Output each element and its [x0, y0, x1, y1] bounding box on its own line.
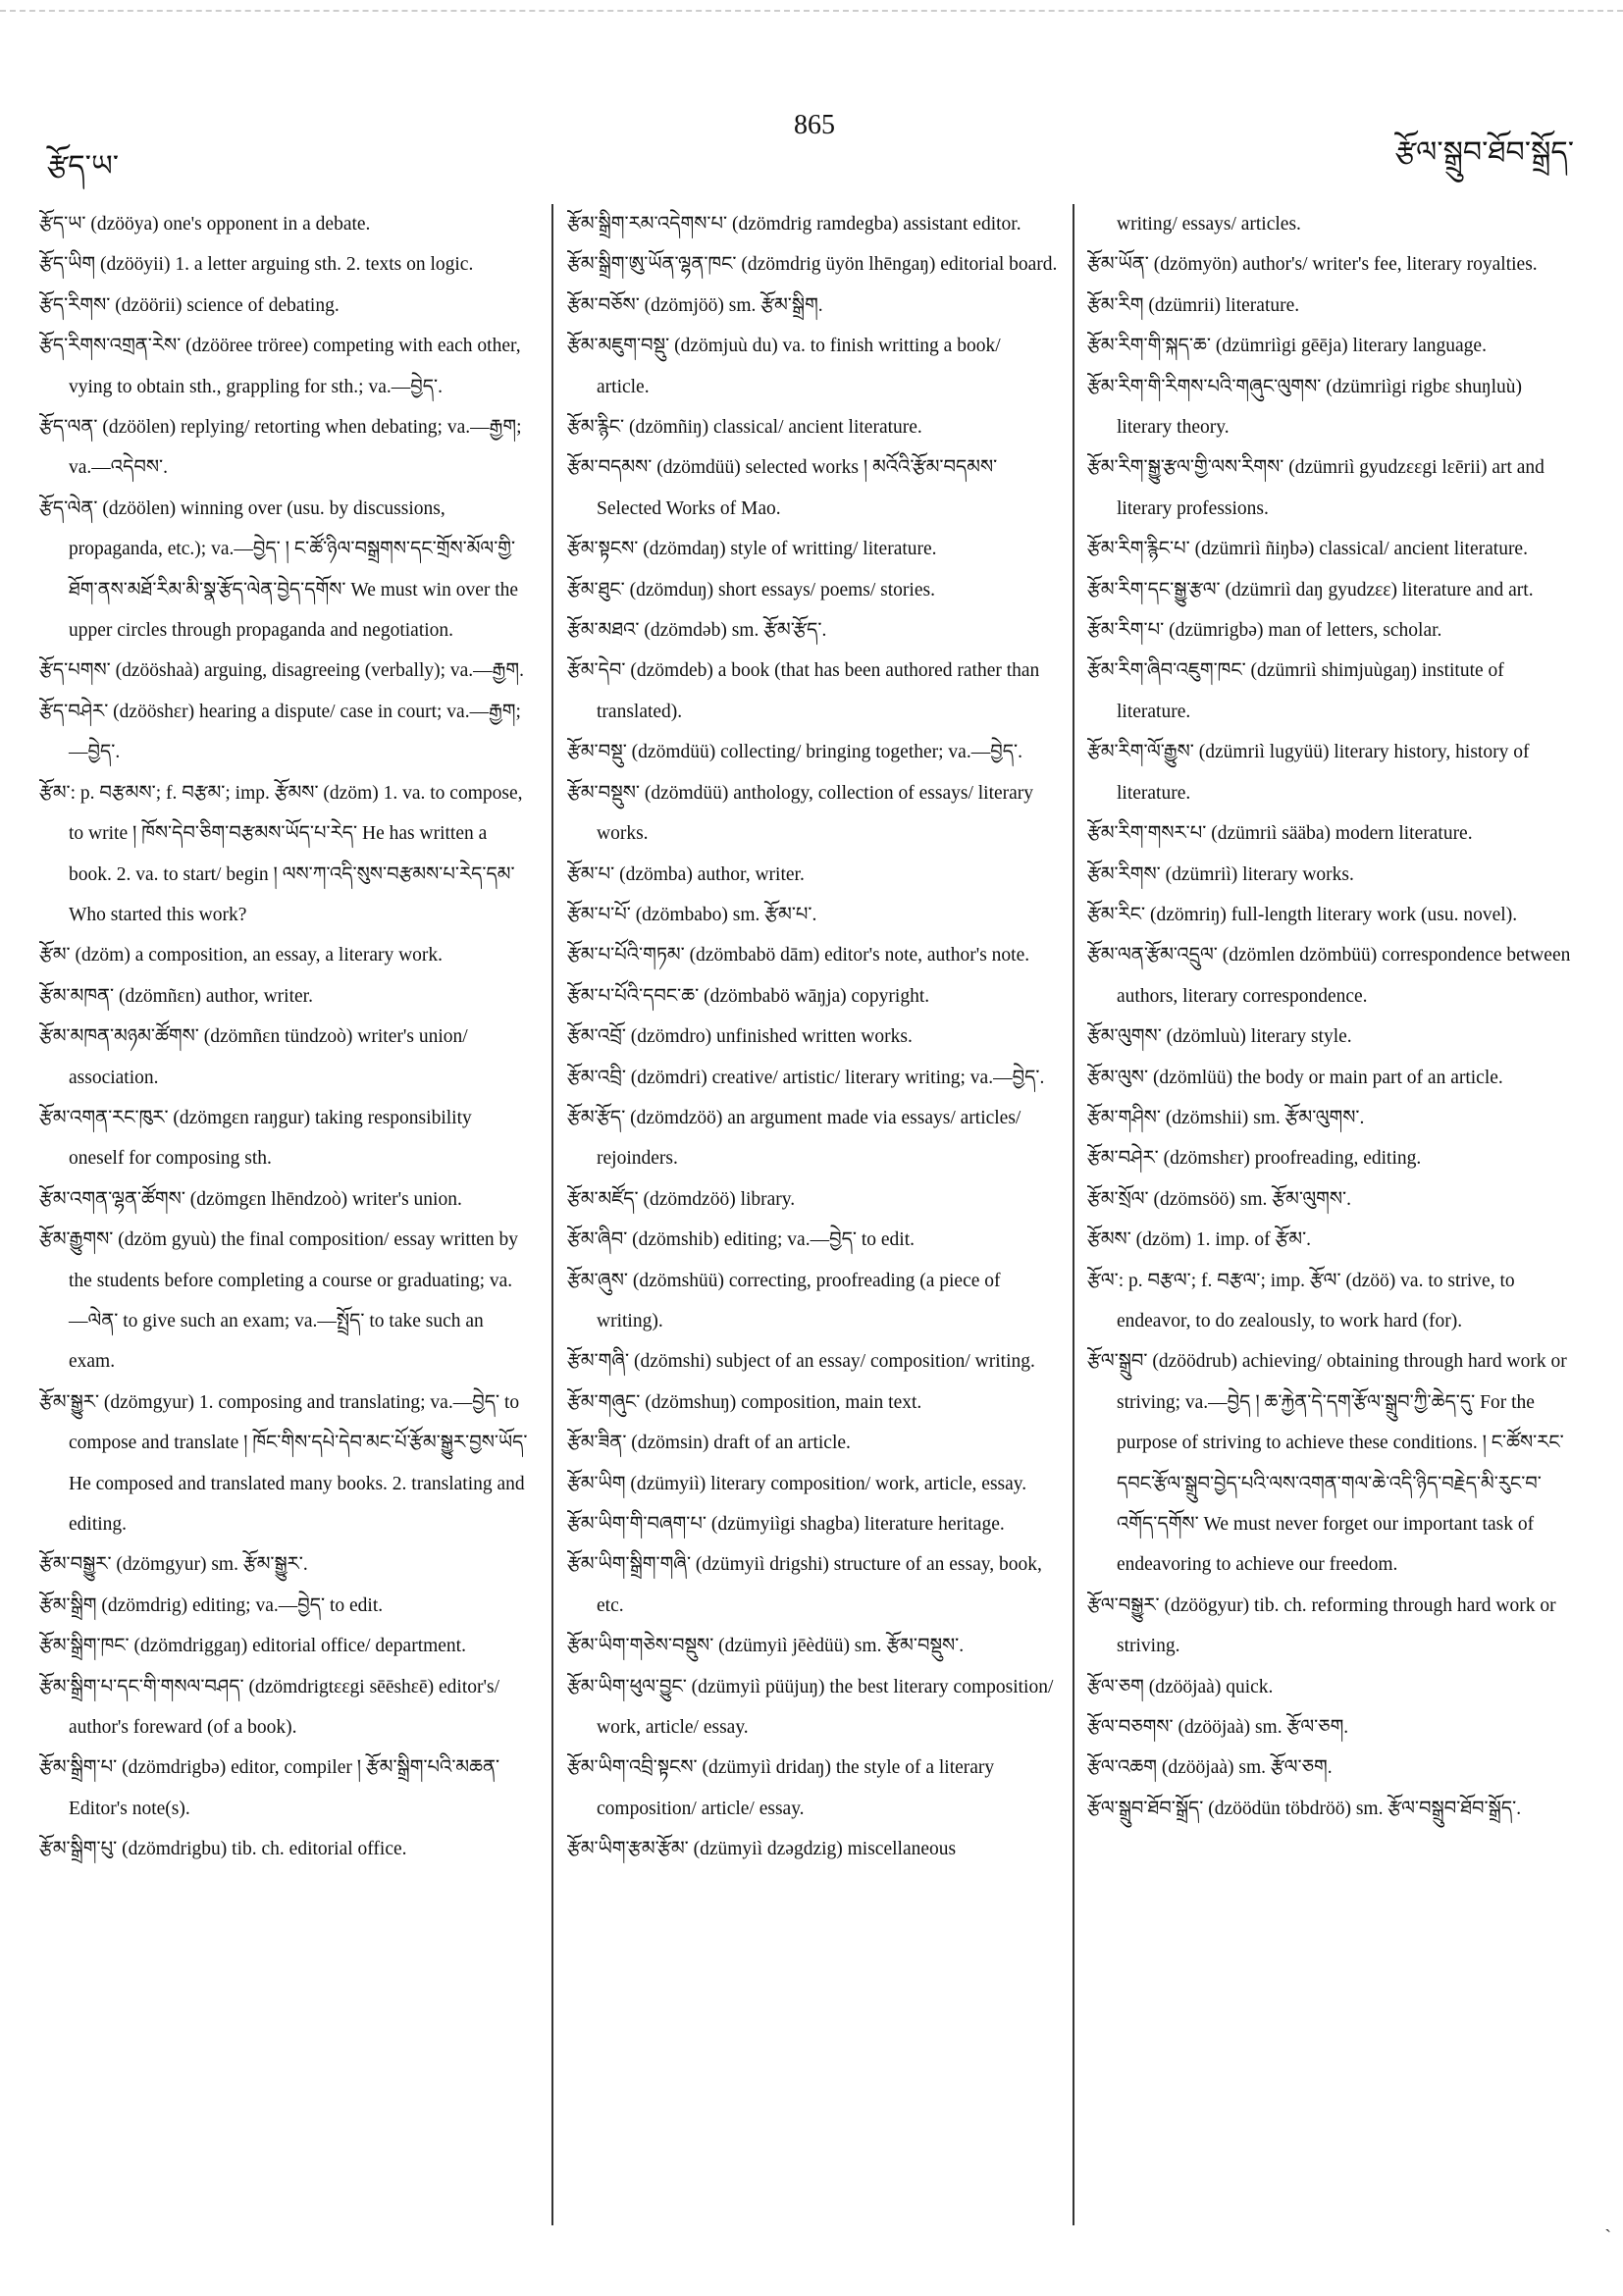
- dictionary-entry: རྩོམ་རིག་ཞིབ་འཇུག་ཁང་ (dzümriì shimjuùgaŋ) institute of literature.: [1087, 660, 1504, 722]
- dictionary-entry: རྩོམ་སྲོལ་ (dzömsöö) sm. རྩོམ་ལུགས་.: [1087, 1188, 1351, 1210]
- dictionary-entry: རྩོམ་རིག་གི་སྐད་ཆ་ (dzümriìgi gēēja) literary language.: [1087, 336, 1487, 357]
- dictionary-entry: རྩོམ་རིག་གསར་པ་ (dzümriì sääba) modern literature.: [1087, 823, 1473, 845]
- dictionary-entry: རྩོམ་མཇུག་བསྡུ་ (dzömjuù du) va. to finish writting a book/ article.: [567, 336, 1001, 397]
- right-running-headword: རྩོལ་སྒྲུབ་ཐོབ་སྒྲོད་: [1394, 135, 1574, 170]
- dictionary-entry: རྩོམ་མཛོད་ (dzömdzöö) library.: [567, 1188, 796, 1210]
- dictionary-entry: རྩོམ་བསྡུ་ (dzömdüü) collecting/ bringing together; va.—བྱེད་.: [567, 742, 1022, 763]
- dictionary-entry: རྩོམ་སྒྱུར་ (dzömgyur) 1. composing and translating; va.—བྱེད་ to compose and translate ། ཁོང་གིས་དཔེ་དེབ་མང་པོ་རྩོམ་སྒྱུར་བྱས་ཡོད་ He composed and translated many books. 2. translating and editing.: [39, 1391, 528, 1535]
- dictionary-entry: རྩོམ་འགན་རང་ཁུར་ (dzömgεn raŋgur) taking responsibility oneself for composing sth.: [39, 1107, 472, 1170]
- column-3: [1087, 204, 1578, 2225]
- dictionary-entry: རྩོམ་དེབ་ (dzömdeb) a book (that has been authored rather than translated).: [567, 660, 1040, 722]
- dictionary-entry: རྩོམ་པ་ (dzömba) author, writer.: [567, 863, 805, 885]
- dictionary-entry: རྩོམ་ཡིག་ཕུལ་བྱུང་ (dzümyiì püüjuŋ) the best literary composition/ work, article/ essay.: [567, 1676, 1054, 1739]
- dictionary-entry: རྩོམ་བཅོས་ (dzömjöö) sm. རྩོམ་སྒྲིག.: [567, 294, 823, 316]
- dictionary-entry: writing/ essays/ articles.: [1117, 214, 1301, 235]
- dictionary-entry: རྩོམ་ཡིག་རྩམ་རྩོམ་ (dzümyiì dzəgdzig) miscellaneous: [567, 1839, 957, 1860]
- dictionary-entry: རྩོམ་སྒྲིག་པུ་ (dzömdrigbu) tib. ch. editorial office.: [39, 1839, 407, 1860]
- dictionary-entry: རྩོམ་མཁན་ (dzömñεn) author, writer.: [39, 985, 313, 1007]
- dictionary-entry: རྩོལ་བསྒྱུར་ (dzöögyur) tib. ch. reforming through hard work or striving.: [1087, 1594, 1556, 1657]
- page-number: 865: [794, 110, 835, 140]
- dictionary-entry: རྩོམ་ཐུང་ (dzömduŋ) short essays/ poems/ stories.: [567, 579, 935, 600]
- dictionary-entry: རྩོམ་སྒྲིག (dzömdrig) editing; va.—བྱེད་ to edit.: [39, 1594, 384, 1616]
- dictionary-entry: རྩོམ་ཡིག་སྒྲིག་གཞི་ (dzümyiì drigshi) structure of an essay, book, etc.: [567, 1554, 1042, 1616]
- dictionary-entry: རྩོམ་འབྲོ་ (dzömdro) unfinished written works.: [567, 1026, 913, 1048]
- dictionary-entry: རྩོད་ལེན་ (dzöölen) winning over (usu. by discussions, propaganda, etc.); va.—བྱེད་ ། ང་ཚོ་ཉིལ་བསྒྲགས་དང་གྲོས་མོལ་གྱི་ཐོག་ནས་མཐོ་རིམ་མི་སྣ་རྩོད་ལེན་བྱེད་དགོས་ We must win over the upper circles through propaganda and negotiation.: [39, 497, 519, 642]
- dictionary-entry: རྩོད་པགས་ (dzööshaà) arguing, disagreeing (verbally); va.—རྒྱག.: [39, 660, 525, 682]
- dictionary-entry: རྩོམ་གཞུང་ (dzömshuŋ) composition, main text.: [567, 1391, 922, 1413]
- dictionary-entry: རྩོམ་སྒྲིག་ཁང་ (dzömdriggaŋ) editorial office/ department.: [39, 1636, 466, 1657]
- dictionary-entry: རྩོམ་རིག་སྒྱུ་རྩལ་གྱི་ལས་རིགས་ (dzümriì gyudzεεgi lεērii) art and literary professions.: [1087, 457, 1544, 519]
- dictionary-entry: རྩོམ་བསྡུས་ (dzömdüü) anthology, collection of essays/ literary works.: [567, 782, 1034, 845]
- dictionary-entry: རྩོམ་རྩོད་ (dzömdzöö) an argument made via essays/ articles/ rejoinders.: [567, 1107, 1021, 1170]
- dictionary-entry: རྩོམ་སྒྲིག་ཨུ་ཡོན་ལྷན་ཁང་ (dzömdrig üyön lhēngaŋ) editorial board.: [567, 254, 1058, 276]
- dictionary-entry: རྩོམ་འགན་ལྷན་ཚོགས་ (dzömgεn lhēndzoò) writer's union.: [39, 1188, 462, 1210]
- dictionary-entry: རྩོམ་རིག་གི་རིགས་པའི་གཞུང་ལུགས་ (dzümriìgi rigbε shuŋluù) literary theory.: [1087, 376, 1523, 439]
- dictionary-entry: རྩོམ་སྒྲིག་པ་ (dzömdrigbə) editor, compiler ། རྩོམ་སྒྲིག་པའི་མཆན་ Editor's note(s).: [39, 1757, 500, 1819]
- dictionary-entry: རྩོམ་: p. བརྩམས་; f. བརྩམ་; imp. རྩོམས་ (dzöm) 1. va. to compose, to write ། ཁོས་དེབ་ཅིག་བརྩམས་ཡོད་པ་རེད་ He has written a book. 2. va. to start/ begin ། ལས་ཀ་འདི་སུས་བརྩམས་པ་རེད་དམ་ Who started this work?: [39, 782, 523, 925]
- dictionary-entry: རྩོད་རིགས་ (dzöörii) science of debating.: [39, 294, 340, 316]
- dictionary-entry: རྩོམ་ཞིབ་ (dzömshib) editing; va.—བྱེད་ to edit.: [567, 1229, 916, 1251]
- column-1: [39, 204, 530, 2225]
- dictionary-entry: རྩོད་ཡིག (dzööyii) 1. a letter arguing sth. 2. texts on logic.: [39, 254, 474, 276]
- dictionary-entry: རྩོམ་རིང་ (dzömriŋ) full-length literary work (usu. novel).: [1087, 904, 1518, 925]
- dictionary-entry: རྩོམ་རིག་རྙིང་པ་ (dzümriì ñiŋbə) classical/ ancient literature.: [1087, 539, 1528, 560]
- dictionary-entry: རྩོམ་པ་པོའི་དབང་ཆ་ (dzömbabö wāŋja) copyright.: [567, 985, 930, 1007]
- dictionary-entry: རྩོད་བཤེར་ (dzööshεr) hearing a dispute/ case in court; va.—རྒྱག; —བྱེད་.: [39, 701, 521, 763]
- dictionary-entry: རྩོམ་པ་པོའི་གཏམ་ (dzömbabö dām) editor's note, author's note.: [567, 945, 1030, 966]
- dictionary-entry: རྩོམ་ཡིག་གི་བཞག་པ་ (dzümyiìgi shagba) literature heritage.: [567, 1514, 1005, 1535]
- dictionary-entry: རྩོམ་ཡིག (dzümyiì) literary composition/ work, article, essay.: [567, 1473, 1027, 1494]
- dictionary-entry: རྩོམ་ཡིག་གཅེས་བསྡུས་ (dzümyiì jēèdüü) sm. རྩོམ་བསྡུས་.: [567, 1636, 965, 1657]
- dictionary-entry: རྩོལ་: p. བརྩལ་; f. བརྩལ་; imp. རྩོལ་ (dzöö) va. to strive, to endeavor, to do zealously, to work hard (for).: [1087, 1270, 1515, 1331]
- dictionary-columns: [39, 204, 1590, 2225]
- scan-mark: `: [1604, 2226, 1611, 2248]
- dictionary-entry: རྩོམས་ (dzöm) 1. imp. of རྩོམ་.: [1087, 1229, 1312, 1251]
- dictionary-entry: རྩོལ་བཅགས་ (dzööjaà) sm. རྩོལ་ཅག.: [1087, 1717, 1349, 1739]
- column-divider: [1073, 204, 1074, 2225]
- dictionary-entry: རྩོམ་གཞི་ (dzömshi) subject of an essay/ composition/ writing.: [567, 1351, 1035, 1373]
- dictionary-entry: རྩོམ་ཟིན་ (dzömsin) draft of an article.: [567, 1433, 851, 1454]
- column-divider: [551, 204, 553, 2225]
- dictionary-entry: རྩོམ་རིགས་ (dzümriì) literary works.: [1087, 863, 1354, 885]
- page-header: [39, 106, 1590, 183]
- dictionary-entry: རྩོམ་ལུགས་ (dzömluù) literary style.: [1087, 1026, 1352, 1048]
- dictionary-entry: རྩོམ་མཐའ་ (dzömdəb) sm. རྩོམ་རྩོད་.: [567, 620, 827, 642]
- dictionary-entry: རྩོམ་རྒྱུགས་ (dzöm gyuù) the final composition/ essay written by the students before completing a course or graduating; va.—ལེན་ to give such an exam; va.—སྤྲོད་ to take such an exam.: [39, 1229, 519, 1373]
- column-2: [567, 204, 1058, 2225]
- dictionary-entry: རྩོམ་རིག་དང་སྒྱུ་རྩལ་ (dzümriì daŋ gyudzεε) literature and art.: [1087, 579, 1534, 600]
- dictionary-entry: རྩོམ་འབྲི་ (dzömdri) creative/ artistic/ literary writing; va.—བྱེད་.: [567, 1067, 1045, 1088]
- dictionary-entry: རྩོམ་ལུས་ (dzömlüü) the body or main part of an article.: [1087, 1067, 1503, 1088]
- dictionary-entry: རྩོམ་བདམས་ (dzömdüü) selected works ། མའོའི་རྩོམ་བདམས་ Selected Works of Mao.: [567, 457, 998, 519]
- left-running-headword: རྩོད་ཡ་: [47, 149, 120, 183]
- dictionary-entry: རྩོམ་སྒྲིག་རམ་འདེགས་པ་ (dzömdrig ramdegba) assistant editor.: [567, 214, 1021, 235]
- dictionary-entry: རྩོམ་རིག་པ་ (dzümrigbə) man of letters, scholar.: [1087, 620, 1442, 642]
- dictionary-entry: རྩོམ་སྟངས་ (dzömdaŋ) style of writting/ literature.: [567, 539, 937, 560]
- dictionary-entry: རྩོམ་ལན་རྩོམ་འདྲུལ་ (dzömlen dzömbüü) correspondence between authors, literary correspondence.: [1087, 945, 1571, 1007]
- dictionary-entry: རྩོམ་ཞུས་ (dzömshüü) correcting, proofreading (a piece of writing).: [567, 1270, 1001, 1331]
- dictionary-entry: རྩོལ་སྒྲུབ་ཐོབ་སྒྲོད་ (dzöödün töbdröö) sm. རྩོལ་བསྒྲུབ་ཐོབ་སྒྲོད་.: [1087, 1798, 1522, 1819]
- dictionary-entry: རྩོམ་བསྒྱུར་ (dzömgyur) sm. རྩོམ་སྒྱུར་.: [39, 1554, 308, 1576]
- dictionary-entry: རྩོལ་འཆག (dzööjaà) sm. རྩོལ་ཅག.: [1087, 1757, 1333, 1779]
- dictionary-entry: རྩོམ་སྒྲིག་པ་དང་གི་གསལ་བཤད་ (dzömdrigtεεgi sēēshεē) editor's/ author's foreward (of a book).: [39, 1676, 500, 1739]
- dictionary-entry: རྩོམ་ (dzöm) a composition, an essay, a literary work.: [39, 945, 444, 966]
- dictionary-entry: རྩོམ་རིག་ལོ་རྒྱུས་ (dzümriì lugyüü) literary history, history of literature.: [1087, 742, 1530, 804]
- dictionary-entry: རྩོད་རིགས་འགྲན་རེས་ (dzööree tröree) competing with each other, vying to obtain sth., grappling for sth.; va.—བྱེད་.: [39, 336, 521, 397]
- dictionary-entry: རྩོམ་ཡིག་འབྲི་སྟངས་ (dzümyiì dridaŋ) the style of a literary composition/ article/ essay.: [567, 1757, 995, 1819]
- dictionary-entry: རྩོམ་མཁན་མཉམ་ཚོགས་ (dzömñεn tündzoò) writer's union/ association.: [39, 1026, 468, 1088]
- dictionary-entry: རྩོམ་ཡོན་ (dzömyön) author's/ writer's fee, literary royalties.: [1087, 254, 1538, 276]
- scan-top-edge: [0, 10, 1623, 16]
- dictionary-entry: རྩོམ་གཤིས་ (dzömshii) sm. རྩོམ་ལུགས་.: [1087, 1107, 1365, 1128]
- dictionary-entry: རྩོལ་སྒྲུབ་ (dzöödrub) achieving/ obtaining through hard work or striving; va.—བྱེད ། ཆ་རྐྱེན་དེ་དག་རྩོལ་སྒྲུབ་ཀྱི་ཆེད་དུ་ For the purpose of striving to achieve these conditions. ། ང་ཚོས་རང་དབང་རྩོལ་སྒྲུབ་བྱེད་པའི་ལས་འགན་གལ་ཆེ་འདི་ཉིད་བརྗེད་མི་རུང་བ་འགོད་དགོས་ We must never forget our important task of endeavoring to achieve our freedom.: [1087, 1351, 1567, 1576]
- dictionary-entry: རྩོད་ཡ་ (dzööya) one's opponent in a debate.: [39, 214, 371, 235]
- dictionary-entry: རྩོམ་རྙིང་ (dzömñiŋ) classical/ ancient literature.: [567, 417, 922, 439]
- dictionary-entry: རྩོད་ལན་ (dzöölen) replying/ retorting when debating; va.—རྒྱག; va.—འདེབས་.: [39, 417, 522, 479]
- dictionary-entry: རྩོམ་བཤེར་ (dzömshεr) proofreading, editing.: [1087, 1148, 1422, 1170]
- dictionary-entry: རྩོལ་ཅག (dzööjaà) quick.: [1087, 1676, 1274, 1697]
- dictionary-entry: རྩོམ་པ་པོ་ (dzömbabo) sm. རྩོམ་པ་.: [567, 904, 817, 925]
- dictionary-entry: རྩོམ་རིག (dzümrii) literature.: [1087, 294, 1300, 316]
